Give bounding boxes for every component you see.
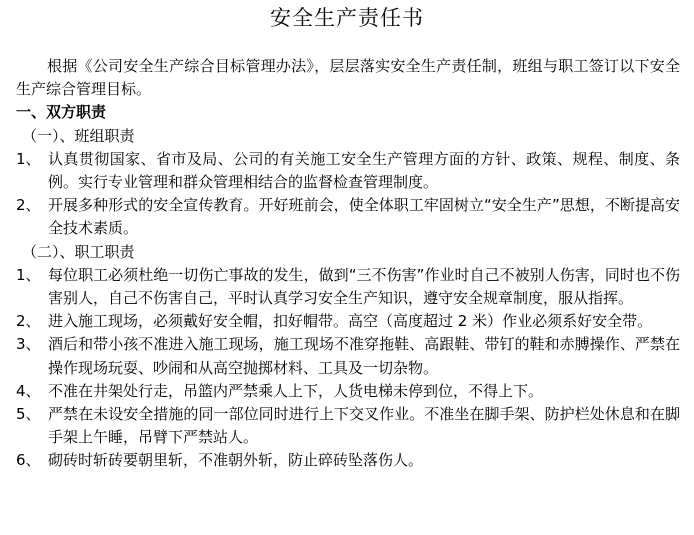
section-heading: 一、双方职责 bbox=[16, 103, 107, 122]
intro-paragraph: 根据《公司安全生产综合目标管理办法》，层层落实安全生产责任制，班组与职工签订以下安全生产综合管理目标。 bbox=[16, 57, 680, 99]
item-text: 认真贯彻国家、省市及局、公司的有关施工安全生产管理方面的方针、政策、规程、制度、条例。实行专业管理和群众管理相结合的监督检查管理制度。 bbox=[48, 149, 680, 192]
item-text: 进入施工现场，必须戴好安全帽，扣好帽带。高空（高度超过 2 米）作业必须系好安全带。 bbox=[48, 312, 653, 331]
item-text: 砌砖时斩砖要朝里斩，不准朝外斩，防止碎砖坠落伤人。 bbox=[48, 451, 424, 470]
item-text: 开展多种形式的安全宣传教育。开好班前会，使全体职工牢固树立“安全生产”思想，不断提高安全技术素质。 bbox=[48, 196, 680, 238]
item-number: 2、 bbox=[16, 312, 41, 331]
list-item bbox=[16, 333, 680, 379]
item-number: 5、 bbox=[16, 405, 41, 424]
list-item bbox=[16, 264, 680, 310]
list-item bbox=[16, 194, 680, 240]
list-item bbox=[16, 310, 680, 333]
item-text: 每位职工必须杜绝一切伤亡事故的发生，做到“三不伤害”作业时自己不被别人伤害，同时也不伤害别人，自己不伤害自己，平时认真学习安全生产知识，遵守安全规章制度，服从指挥。 bbox=[48, 265, 680, 308]
item-number: 1、 bbox=[16, 149, 41, 168]
document-title: 安全生产责任书 bbox=[270, 6, 424, 30]
item-number: 2、 bbox=[16, 196, 41, 215]
list-item bbox=[16, 148, 680, 194]
list-item bbox=[16, 403, 680, 449]
list-item bbox=[16, 449, 680, 472]
subsection-heading: （一）、班组职责 bbox=[22, 126, 135, 145]
item-text: 不准在井架处行走，吊篮内严禁乘人上下，人货电梯未停到位，不得上下。 bbox=[48, 381, 544, 400]
item-number: 3、 bbox=[16, 335, 41, 354]
document-body bbox=[16, 55, 680, 473]
item-number: 6、 bbox=[16, 451, 41, 470]
item-number: 4、 bbox=[16, 381, 41, 400]
item-text: 酒后和带小孩不准进入施工现场，施工现场不准穿拖鞋、高跟鞋、带钉的鞋和赤膊操作、严禁在操作现场玩耍、吵闹和从高空抛掷材料、工具及一切杂物。 bbox=[48, 335, 680, 377]
item-number: 1、 bbox=[16, 265, 41, 284]
list-item bbox=[16, 380, 680, 403]
subsection-heading: （二）、职工职责 bbox=[22, 242, 135, 261]
item-text: 严禁在未设安全措施的同一部位同时进行上下交叉作业。不准坐在脚手架、防护栏处休息和在脚手架上午睡，吊臂下严禁站人。 bbox=[48, 405, 680, 447]
